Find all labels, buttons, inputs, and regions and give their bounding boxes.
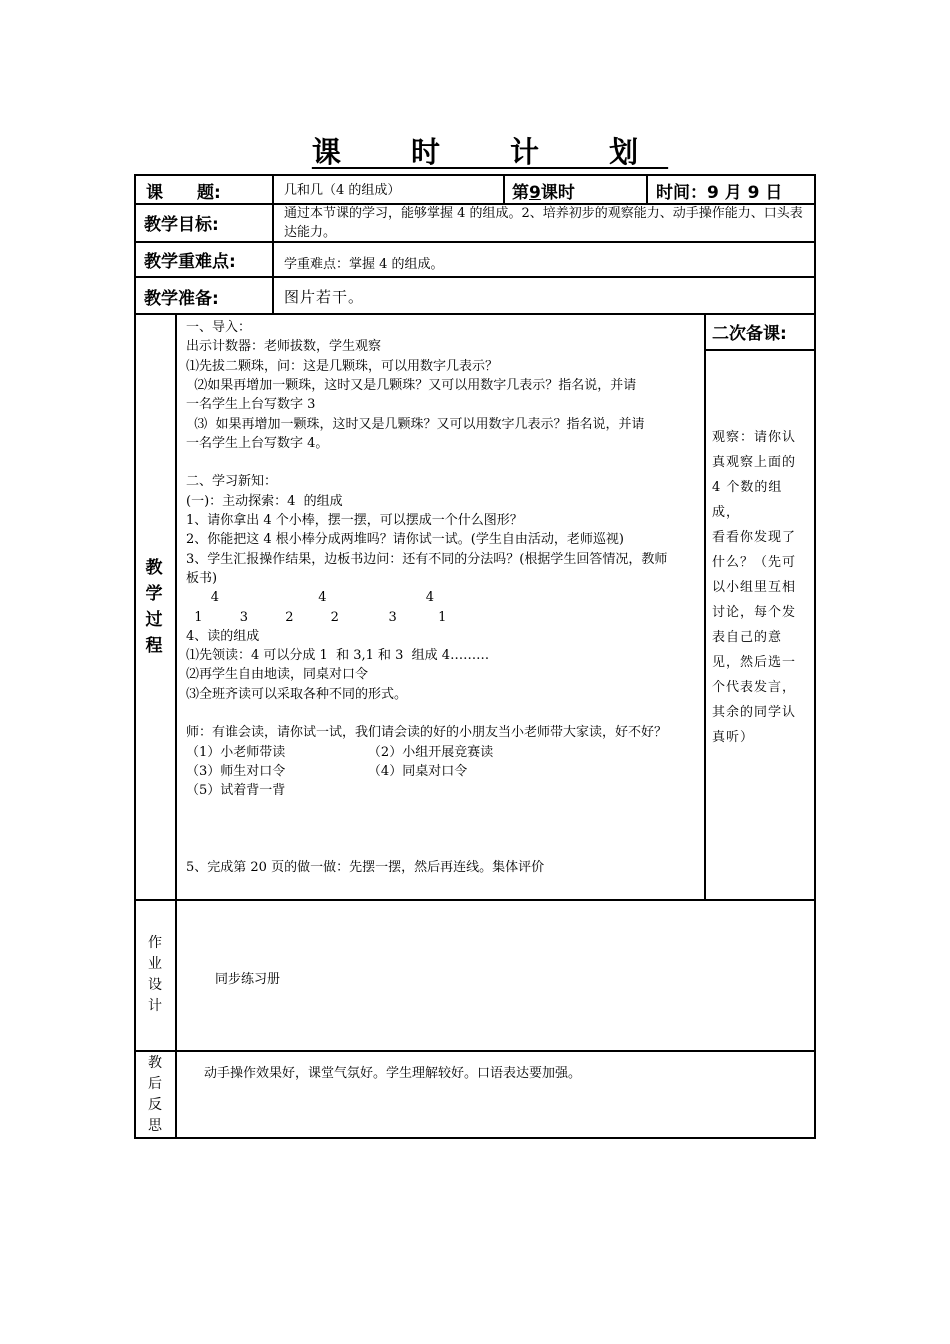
- second-prep-line: 观察：请你认: [712, 430, 797, 445]
- process-line: ⑴先领读：4 可以分成 1 和 3,1 和 3 组成 4………: [186, 648, 490, 664]
- process-line: （3）师生对口令 （4）同桌对口令: [186, 763, 468, 779]
- process-line: 师：有谁会读，请你试一试，我们请会读的好的小朋友当小老师带大家读，好不好？: [186, 725, 668, 741]
- second-prep-line: 其余的同学认: [712, 705, 797, 720]
- lesson-time: 时间：9 月 9 日: [656, 183, 783, 203]
- key-points-text: 学重难点：掌握 4 的组成。: [284, 257, 444, 272]
- row-divider: [134, 899, 816, 901]
- second-prep-line: 个代表发言，: [712, 680, 797, 695]
- table-border-right: [814, 174, 816, 1139]
- row-divider: [134, 1050, 816, 1052]
- process-line: 4、读的组成: [186, 628, 260, 644]
- table-border-bottom: [134, 1137, 816, 1139]
- second-prep-line: 以小组里互相: [712, 580, 797, 595]
- second-prep-label: 二次备课:: [712, 324, 787, 344]
- goals-label: 教学目标:: [144, 215, 219, 235]
- process-line: (一)：主动探索：4 的组成: [186, 493, 343, 509]
- row-divider: [134, 276, 816, 278]
- prep-label: 教学准备:: [144, 289, 219, 309]
- process-line: 一名学生上台写数字 4。: [186, 435, 329, 451]
- goals-text: 通过本节课的学习，能够掌握 4 的组成。2、培养初步的观察能力、动手操作能力、口头表达能力。: [284, 206, 803, 240]
- process-line: ⑶ 如果再增加一颗珠，这时又是几颗珠？又可以用数字几表示？指名说，并请: [186, 416, 645, 432]
- col-divider: [704, 313, 706, 901]
- col-divider: [175, 313, 177, 1139]
- col-divider: [503, 174, 505, 205]
- key-points-label: 教学重难点:: [144, 252, 236, 272]
- second-prep-line: 见，然后选一: [712, 655, 797, 670]
- second-prep-notes: [712, 425, 810, 750]
- homework-text: 同步练习册: [215, 972, 281, 987]
- row-divider: [134, 313, 816, 315]
- second-prep-line: 讨论，每个发: [712, 605, 797, 620]
- reflection-text: 动手操作效果好，课堂气氛好。学生理解较好。口语表达要加强。: [204, 1066, 582, 1081]
- document-title: 课 时 计 划: [311, 135, 669, 169]
- table-border-left: [134, 174, 136, 1139]
- reflection-label: 教后反思: [148, 1055, 162, 1134]
- process-line: 一、导入：: [186, 320, 252, 335]
- process-line: 2、你能把这 4 根小棒分成两堆吗？请你试一试。(学生自由活动，老师巡视): [186, 532, 624, 548]
- process-line: 出示计数器：老师拔数，学生观察: [186, 339, 382, 355]
- process-line: ⑵再学生自由地读，同桌对口令: [186, 667, 369, 683]
- homework-label: 作业设计: [148, 935, 162, 1014]
- second-prep-line: 看看你发现了: [712, 530, 797, 545]
- process-line: 一名学生上台写数字 3: [186, 397, 316, 413]
- table-border-top: [134, 174, 816, 176]
- process-line: （1）小老师带读 （2）小组开展竞赛读: [186, 744, 494, 760]
- topic-value: 几和几（4 的组成）: [284, 183, 401, 198]
- process-line: 二、学习新知：: [186, 474, 278, 490]
- process-line: 板书): [186, 570, 218, 586]
- second-prep-line: 真观察上面的: [712, 455, 797, 470]
- process-line: 5、完成第 20 页的做一做：先摆一摆，然后再连线。集体评价: [186, 860, 545, 876]
- process-line: ⑵如果再增加一颗珠，这时又是几颗珠？又可以用数字几表示？指名说，并请: [186, 377, 637, 393]
- lesson-number: 第9课时: [512, 183, 575, 203]
- process-line: 1、请你拿出 4 个小棒，摆一摆，可以摆成一个什么图形？: [186, 513, 523, 528]
- process-line: 1 3 2 2 3 1: [186, 609, 447, 625]
- col-divider: [272, 174, 274, 315]
- second-prep-line: 4 个数的组成，: [712, 480, 783, 520]
- second-prep-line: 什么？（先可: [712, 555, 797, 570]
- process-line: 4 4 4: [186, 590, 434, 606]
- prep-text: 图片若干。: [284, 288, 365, 306]
- process-line: ⑴先拔二颗珠，问：这是几颗珠，可以用数字几表示？: [186, 358, 499, 374]
- process-content: [186, 318, 701, 893]
- process-line: ⑶全班齐读可以采取各种不同的形式。: [186, 686, 408, 702]
- second-prep-line: 真听）: [712, 730, 755, 745]
- side-divider: [704, 349, 816, 351]
- process-line: （5）试着背一背: [186, 783, 286, 799]
- col-divider: [646, 174, 648, 205]
- second-prep-line: 表自己的意: [712, 630, 783, 645]
- process-line: 3、学生汇报操作结果，边板书边问：还有不同的分法吗？(根据学生回答情况，教师: [186, 551, 668, 567]
- topic-label: 课 题:: [146, 183, 221, 203]
- process-label: 教学过程: [145, 558, 163, 656]
